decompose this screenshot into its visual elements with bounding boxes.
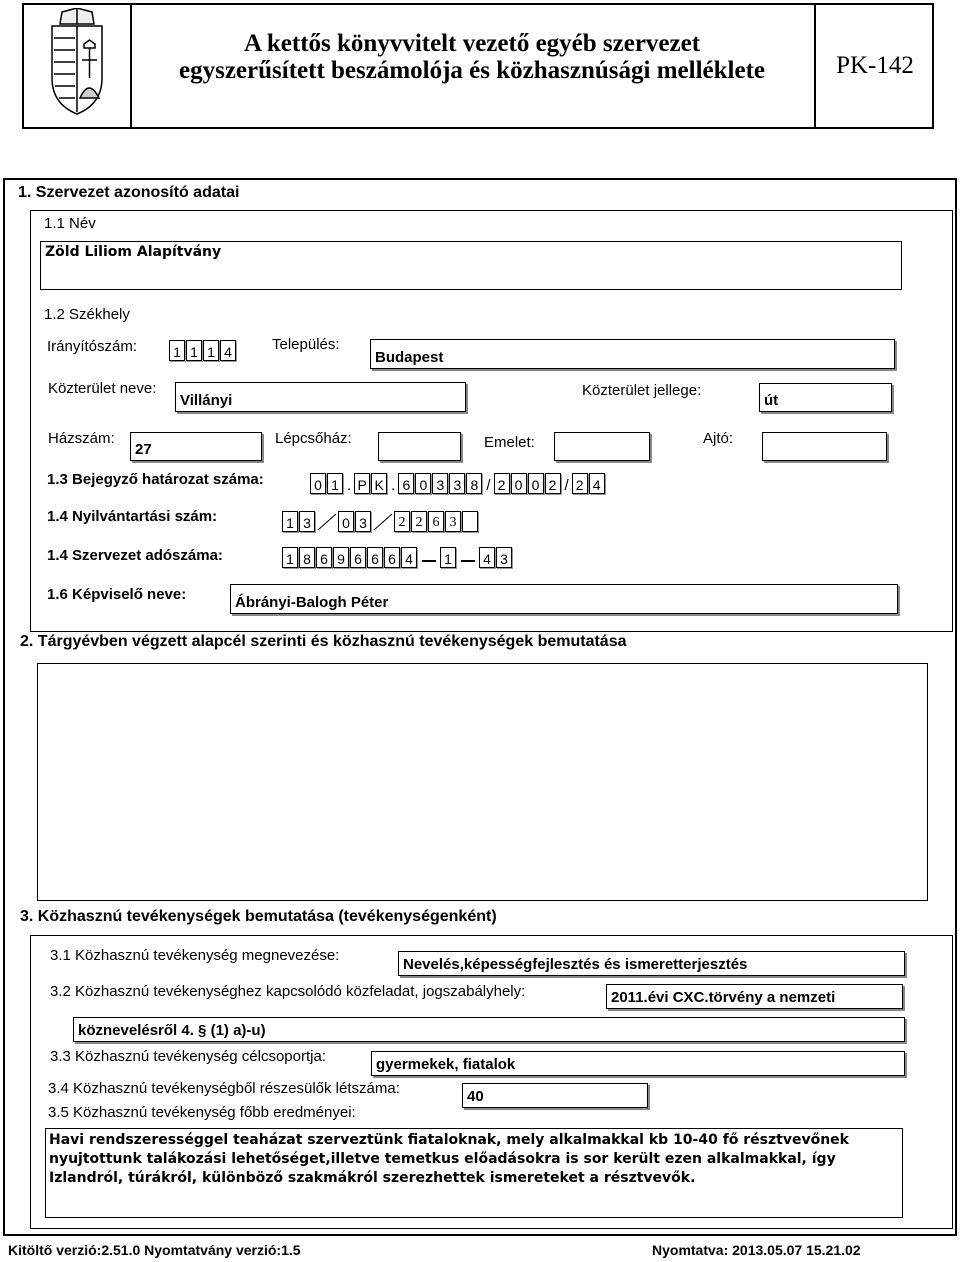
section1-heading: 1. Szervezet azonosító adatai: [18, 184, 240, 201]
digit-cell[interactable]: 4: [589, 473, 605, 494]
digit-cell[interactable]: 6: [428, 511, 444, 532]
digit-cell[interactable]: 3: [432, 473, 448, 494]
reg-decision-digits[interactable]: [310, 473, 606, 494]
digit-cell[interactable]: K: [371, 473, 387, 494]
digit-cell[interactable]: 8: [299, 547, 315, 568]
door-field[interactable]: [762, 432, 887, 461]
house-field[interactable]: [130, 432, 262, 461]
target-group-field[interactable]: [371, 1051, 905, 1076]
digit-cell[interactable]: 0: [338, 511, 354, 532]
digit-cell[interactable]: 1: [282, 511, 298, 532]
digit-cell[interactable]: 1: [282, 547, 298, 568]
street-value: Villányi: [180, 392, 233, 409]
registry-label: 1.4 Nyilvántartási szám:: [47, 508, 218, 525]
rep-field[interactable]: [230, 584, 898, 614]
public-task-value1: 2011.évi CXC.törvény a nemzeti: [611, 989, 836, 1006]
digit-cell[interactable]: 4: [479, 547, 495, 568]
digit-cell[interactable]: 2: [572, 473, 588, 494]
results-textarea[interactable]: [45, 1128, 903, 1218]
dash-separator: [461, 560, 475, 562]
digit-cell[interactable]: 4: [220, 340, 236, 361]
form-title-line1: A kettős könyvvitelt vezető egyéb szervezet: [243, 30, 701, 57]
floor-field[interactable]: [554, 432, 650, 461]
tax-label: 1.4 Szervezet adószáma:: [47, 547, 223, 564]
stair-field[interactable]: [378, 432, 461, 461]
digit-cell[interactable]: 4: [401, 547, 417, 568]
section3-heading: 3. Közhasznú tevékenységek bemutatása (tevékenységenként): [20, 908, 497, 925]
target-group-label: 3.3 Közhasznú tevékenység célcsoportja:: [50, 1048, 326, 1065]
street-type-value: út: [764, 392, 779, 409]
digit-cell[interactable]: 8: [466, 473, 482, 494]
name-label: 1.1 Név: [44, 215, 96, 232]
digit-cell[interactable]: P: [354, 473, 370, 494]
digit-cell[interactable]: 9: [333, 547, 349, 568]
digit-cell[interactable]: 1: [186, 340, 202, 361]
results-line2: nyujtottunk talákozási lehetőséget,illetve temetkus előadásokra is sor került ezen alkalmakkal, így: [49, 1151, 836, 1167]
floor-label: Emelet:: [484, 434, 535, 451]
seat-label: 1.2 Székhely: [44, 306, 130, 323]
separator: /: [486, 477, 491, 494]
digit-cell[interactable]: 0: [528, 473, 544, 494]
target-group-value: gyermekek, fiatalok: [376, 1056, 516, 1073]
reg-decision-label: 1.3 Bejegyző határozat száma:: [47, 471, 264, 488]
digit-cell[interactable]: [462, 511, 478, 532]
participants-field[interactable]: [462, 1083, 648, 1108]
activity-name-field[interactable]: [398, 951, 905, 976]
activity-name-label: 3.1 Közhasznú tevékenység megnevezése:: [50, 947, 340, 964]
public-task-label: 3.2 Közhasznú tevékenységhez kapcsolódó közfeladat, jogszabályhely:: [50, 983, 526, 1000]
coat-of-arms-icon: [42, 8, 112, 120]
door-label: Ajtó:: [703, 430, 734, 447]
digit-cell[interactable]: 2: [394, 511, 410, 532]
footer-version: Kitöltő verzió:2.51.0 Nyomtatvány verzió:1.5: [8, 1242, 301, 1258]
street-label: Közterület neve:: [48, 380, 157, 397]
digit-cell[interactable]: 0: [310, 473, 326, 494]
house-label: Házszám:: [48, 430, 115, 447]
participants-label: 3.4 Közhasznú tevékenységből részesülők létszáma:: [48, 1080, 400, 1097]
name-field[interactable]: [40, 241, 902, 290]
form-code: PK-142: [836, 52, 914, 79]
digit-cell[interactable]: 1: [169, 340, 185, 361]
zip-digits[interactable]: [169, 340, 237, 361]
section2-heading: 2. Tárgyévben végzett alapcél szerinti és közhasznú tevékenységek bemutatása: [20, 633, 627, 650]
public-task-field2[interactable]: [73, 1017, 905, 1042]
street-type-field[interactable]: [759, 383, 892, 412]
digit-cell[interactable]: 1: [203, 340, 219, 361]
zip-label: Irányítószám:: [47, 338, 138, 355]
stair-label: Lépcsőház:: [275, 430, 352, 447]
street-field[interactable]: [175, 382, 466, 412]
house-value: 27: [135, 441, 152, 458]
digit-cell[interactable]: 3: [496, 547, 512, 568]
results-label: 3.5 Közhasznú tevékenység főbb eredményei:: [48, 1104, 356, 1121]
public-task-value2: köznevelésről 4. § (1) a)-u): [78, 1022, 266, 1039]
section2-textarea[interactable]: [37, 663, 928, 901]
participants-value: 40: [467, 1088, 484, 1105]
slash-separator: [372, 511, 394, 532]
digit-cell[interactable]: 0: [511, 473, 527, 494]
street-type-label: Közterület jellege:: [582, 382, 702, 399]
digit-cell[interactable]: 3: [445, 511, 461, 532]
form-title: [142, 30, 802, 84]
digit-cell[interactable]: 1: [440, 547, 456, 568]
digit-cell[interactable]: 1: [327, 473, 343, 494]
header-divider-left: [130, 3, 132, 129]
digit-cell[interactable]: 3: [299, 511, 315, 532]
digit-cell[interactable]: 6: [398, 473, 414, 494]
activity-name-value: Nevelés,képességfejlesztés és ismeretterjesztés: [403, 956, 748, 973]
separator: .: [347, 477, 352, 494]
tax-digits[interactable]: [282, 547, 513, 568]
slash-separator: [316, 511, 338, 532]
digit-cell[interactable]: 2: [545, 473, 561, 494]
city-label: Település:: [272, 336, 340, 353]
dash-separator: [422, 560, 436, 562]
digit-cell[interactable]: 6: [384, 547, 400, 568]
digit-cell[interactable]: 6: [316, 547, 332, 568]
registry-digits[interactable]: [282, 511, 479, 532]
digit-cell[interactable]: 3: [449, 473, 465, 494]
public-task-field1[interactable]: [606, 984, 903, 1009]
results-line1: Havi rendszerességgel teaházat szerveztünk fiataloknak, mely alkalmakkal kb 10-40 fő résztvevőnek: [49, 1132, 849, 1148]
rep-value: Ábrányi-Balogh Péter: [235, 594, 389, 611]
name-value: Zöld Liliom Alapítvány: [45, 244, 222, 260]
results-line3: Izlandról, túrákról, különböző szakmákról szerezhettek ismereteket a résztvevők.: [49, 1170, 696, 1186]
form-title-line2: egyszerűsített beszámolója és közhasznúsági melléklete: [179, 57, 765, 84]
footer-printed: Nyomtatva: 2013.05.07 15.21.02: [652, 1242, 861, 1258]
digit-cell[interactable]: 2: [411, 511, 427, 532]
digit-cell[interactable]: 3: [355, 511, 371, 532]
rep-label: 1.6 Képviselő neve:: [47, 586, 187, 603]
digit-cell[interactable]: 6: [350, 547, 366, 568]
separator: /: [564, 477, 569, 494]
digit-cell[interactable]: 0: [415, 473, 431, 494]
city-value: Budapest: [375, 349, 444, 366]
digit-cell[interactable]: 2: [494, 473, 510, 494]
city-field[interactable]: [370, 339, 895, 369]
digit-cell[interactable]: 6: [367, 547, 383, 568]
separator: .: [391, 477, 396, 494]
